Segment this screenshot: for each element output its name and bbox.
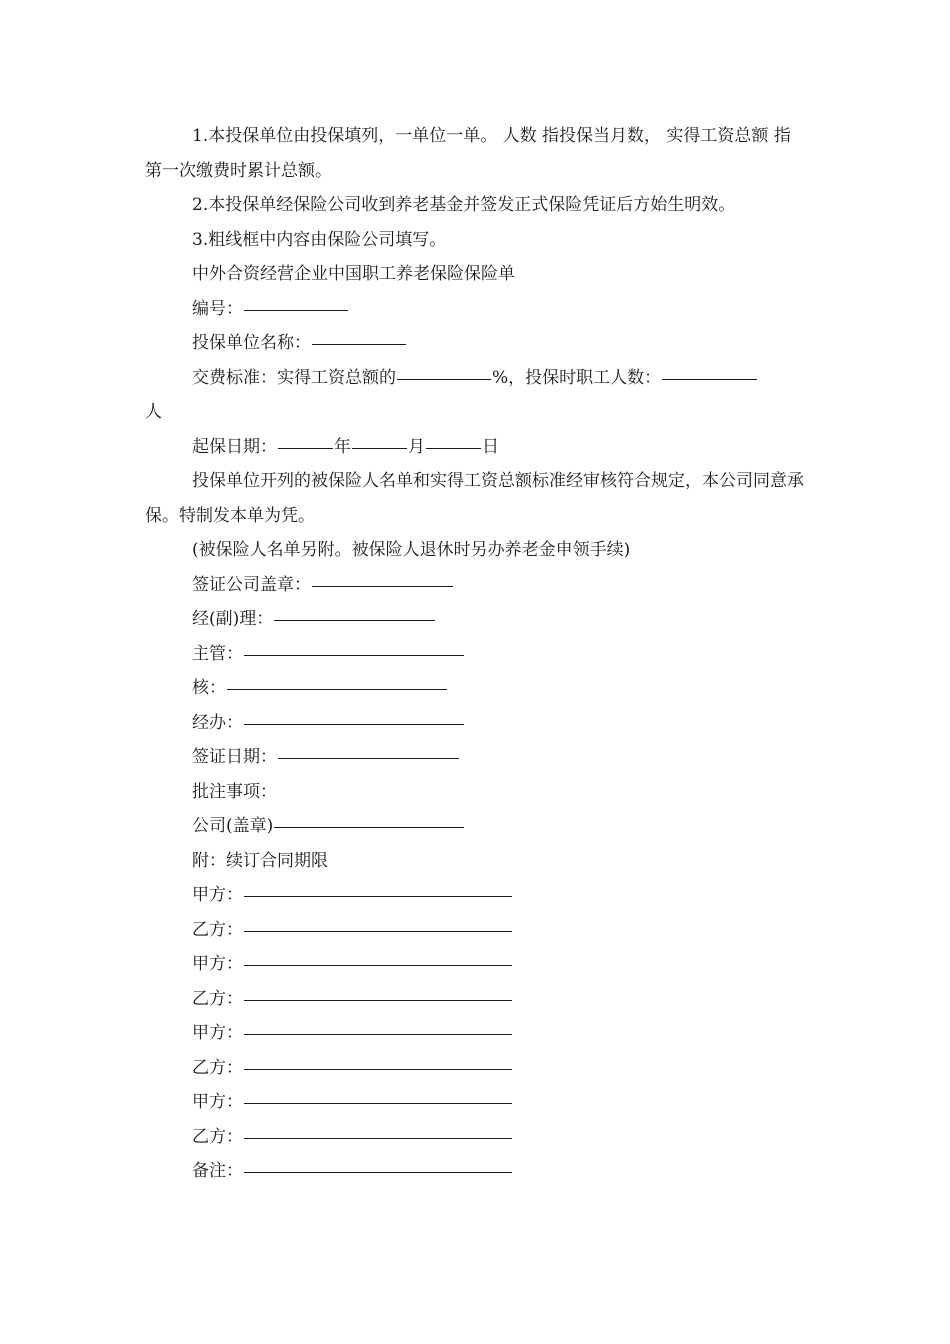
party-b-blank[interactable] [244, 930, 512, 932]
handler-blank[interactable] [244, 723, 464, 725]
party-a-blank[interactable] [244, 1102, 512, 1104]
party-a-row [145, 1016, 807, 1051]
manager-row [145, 602, 807, 637]
sign-date-blank[interactable] [278, 757, 459, 759]
party-b-blank[interactable] [244, 1137, 512, 1139]
sign-date-row [145, 740, 807, 775]
party-a-label: 甲方： [192, 954, 243, 974]
unit-name-blank[interactable] [312, 343, 406, 345]
renewal-title: 附：续订合同期限 [192, 850, 328, 871]
note-3: 3.粗线框中内容由保险公司填写。 [192, 229, 447, 250]
party-a-label: 甲方： [192, 1023, 243, 1043]
number-row [145, 292, 807, 327]
party-b-label: 乙方： [192, 1057, 243, 1078]
note-blank[interactable] [244, 1171, 512, 1173]
company-seal-label: 签证公司盖章： [192, 574, 311, 595]
party-a-row [145, 878, 807, 913]
party-a-row [145, 947, 807, 982]
fee-unit: %，投保时职工人数： [492, 367, 662, 388]
party-b-row [145, 1120, 807, 1155]
checker-row [145, 671, 807, 706]
supervisor-row [145, 637, 807, 672]
handler-row [145, 706, 807, 741]
company-stamp-row [145, 809, 807, 844]
fee-percent-blank[interactable] [397, 378, 491, 380]
party-b-row [145, 1051, 807, 1086]
people-count-blank[interactable] [662, 378, 757, 380]
checker-label: 核： [192, 678, 226, 698]
company-seal-row [145, 568, 807, 603]
party-a-label: 甲方： [192, 885, 243, 905]
supervisor-blank[interactable] [244, 654, 464, 656]
manager-label: 经(副)理： [192, 609, 274, 629]
party-b-label: 乙方： [192, 1126, 243, 1147]
note-label: 备注： [192, 1161, 243, 1181]
month-label: 月 [408, 436, 425, 457]
party-a-blank[interactable] [244, 1033, 512, 1035]
company-seal-blank[interactable] [312, 585, 453, 587]
month-blank[interactable] [352, 447, 407, 449]
fee-row [145, 361, 807, 396]
year-blank[interactable] [278, 447, 333, 449]
checker-blank[interactable] [227, 688, 447, 690]
party-b-row [145, 913, 807, 948]
company-stamp-blank[interactable] [274, 826, 464, 828]
endorsement-label: 批注事项： [192, 781, 277, 802]
year-label: 年 [334, 436, 351, 457]
sign-date-label: 签证日期： [192, 747, 277, 767]
party-b-blank[interactable] [244, 999, 512, 1001]
party-a-blank[interactable] [244, 895, 512, 897]
party-a-label: 甲方： [192, 1092, 243, 1112]
party-b-label: 乙方： [192, 919, 243, 940]
note-1: 1.本投保单位由投保填列，一单位一单。 人数 指投保当月数， 实得工资总额 指第一次缴费时累计总额。 [145, 126, 791, 181]
fee-label: 交费标准：实得工资总额的 [192, 367, 396, 388]
form-title: 中外合资经营企业中国职工养老保险保险单 [192, 264, 515, 284]
number-blank[interactable] [244, 309, 348, 311]
day-label: 日 [482, 436, 499, 457]
remark: (被保险人名单另附。被保险人退休时另办养老金申领手续) [192, 540, 631, 560]
start-date-row [145, 430, 807, 465]
party-a-row [145, 1085, 807, 1120]
approval-text: 投保单位开列的被保险人名单和实得工资总额标准经审核符合规定，本公司同意承保。特制发本单为凭。 [145, 471, 804, 526]
note-row [145, 1154, 807, 1189]
unit-name-label: 投保单位名称： [192, 333, 311, 353]
company-stamp-label: 公司(盖章) [192, 816, 274, 836]
people-unit: 人 [145, 402, 162, 422]
supervisor-label: 主管： [192, 643, 243, 664]
handler-label: 经办： [192, 712, 243, 733]
party-b-label: 乙方： [192, 988, 243, 1009]
note-2: 2.本投保单经保险公司收到养老基金并签发正式保险凭证后方始生明效。 [192, 195, 736, 215]
party-a-blank[interactable] [244, 964, 512, 966]
start-date-label: 起保日期： [192, 436, 277, 457]
day-blank[interactable] [426, 447, 481, 449]
number-label: 编号： [192, 298, 243, 319]
manager-blank[interactable] [274, 619, 435, 621]
unit-name-row [145, 326, 807, 361]
party-b-row [145, 982, 807, 1017]
party-b-blank[interactable] [244, 1068, 512, 1070]
document-page [145, 119, 807, 1189]
